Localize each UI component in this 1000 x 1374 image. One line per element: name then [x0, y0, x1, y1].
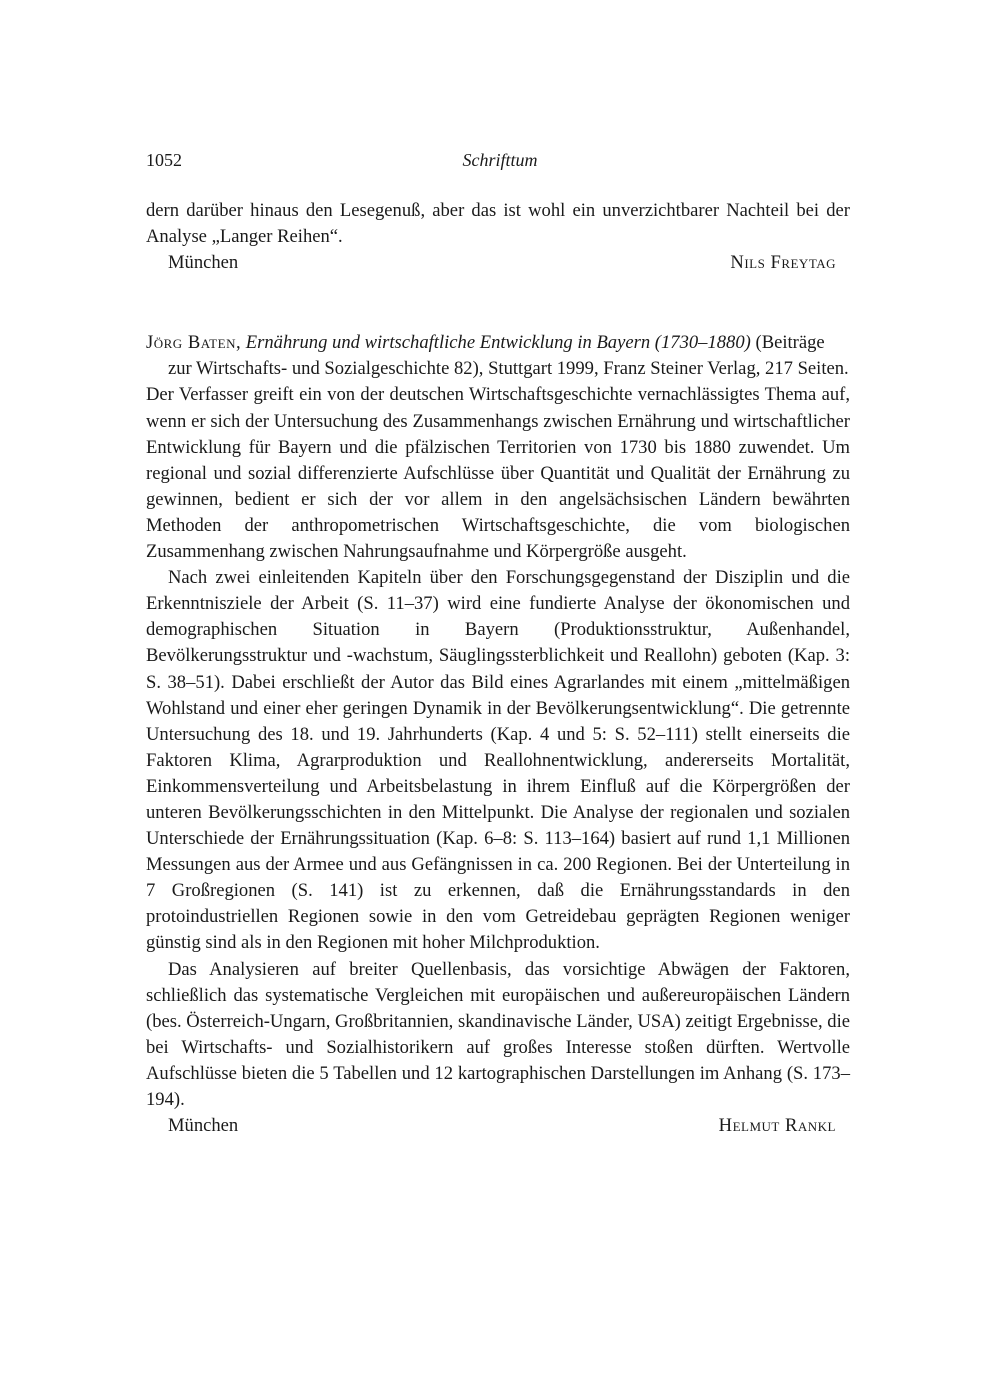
citation-title: Ernährung und wirtschaftliche Entwicklung in Bayern (1730–1880): [245, 332, 751, 354]
review-paragraph: Das Analysieren auf breiter Quellenbasis, das vorsichtige Abwägen der Faktoren, schließlich das systematische Vergleichen mit europäischen und außereuropäischen Ländern (bes. Österreich-Ungarn, Großbritannien, skandinavische Länder, USA) zeitigt Ergebnisse, die bei Wirtschafts- und Sozialhistorikern auf großes Interesse stoßen dürften. Wertvolle Aufschlüsse bieten die 5 Tabellen und 12 kartographischen Darstellungen im Anhang (S. 173–194).: [146, 958, 850, 1110]
review-paragraph: Der Verfasser greift ein von der deutschen Wirtschaftsgeschichte vernachlässigtes Thema auf, wenn er sich der Untersuchung des Zusammenhangs zwischen Ernährung und wirtschaftlicher Entwicklung für Bayern und die pfälzischen Territorien von 1730 bis 1880 zuwendet. Um regional und sozial differenzierte Aufschlüsse über Quantität und Qualität der Ernährung zu gewinnen, bedient er sich der vor allem in den angelsächsischen Ländern bewährten Methoden der anthropometrischen Wirtschaftsgeschichte, die vom biologischen Zusammenhang zwischen Nahrungsaufnahme und Körpergröße ausgeht.: [146, 384, 850, 563]
review-signoff: [146, 250, 850, 276]
signoff-place: München: [168, 252, 239, 274]
signoff-author: Nils Freytag: [730, 252, 836, 274]
citation-details: (Beiträge zur Wirtschafts- und Sozialgeschichte 82), Stuttgart 1999, Franz Steiner Verlag, 217 Seiten.: [168, 332, 849, 380]
page-number: 1052: [146, 150, 182, 170]
review-paragraph: Nach zwei einleitenden Kapiteln über den Forschungsgegenstand der Disziplin und die Erkenntnisziele der Arbeit (S. 11–37) wird eine fundierte Analyse der ökonomischen und demographischen Situation in Bayern (Produktionsstruktur, Außenhandel, Bevölkerungsstruktur und -wachstum, Säuglingssterblichkeit und Reallohn) geboten (Kap. 3: S. 38–51). Dabei erschließt der Autor das Bild eines Agrarlandes mit einem „mittelmäßigen Wohlstand und einer eher geringen Dynamik in der Bevölkerungsentwicklung“. Die getrennte Untersuchung des 18. und 19. Jahrhunderts (Kap. 4 und 5: S. 52–111) stellt einerseits die Faktoren Klima, Agrarproduktion und Reallohnentwicklung, andererseits Mortalität, Einkommensverteilung und Arbeitsbelastung in ihrem Einfluß auf die Körpergrößen der unteren Bevölkerungsschichten in den Mittelpunkt. Die Analyse der regionalen und sozialen Unterschiede der Ernährungssituation (Kap. 6–8: S. 113–164) basiert auf rund 1,1 Millionen Messungen aus der Armee und aus Gefängnissen in ca. 200 Regionen. Bei der Unterteilung in 7 Großregionen (S. 141) ist zu erkennen, daß die Ernährungsstandards in den protoindustriellen Regionen sowie in den vom Getreidebau geprägten Regionen weniger günstig sind als in den Regionen mit hoher Milchproduktion.: [146, 567, 850, 954]
review-continuation-text: dern darüber hinaus den Lesegenuß, aber das ist wohl ein unverzichtbarer Nachteil bei der Analyse „Langer Reihen“.: [146, 200, 850, 248]
review-signoff: [146, 1113, 850, 1139]
running-head: Schrifttum: [462, 150, 538, 170]
page-content: [146, 198, 850, 1139]
signoff-author: Helmut Rankl: [718, 1115, 836, 1137]
review-citation: [146, 330, 850, 382]
citation-author: Jörg Baten,: [146, 332, 242, 354]
section-gap: [146, 276, 850, 330]
signoff-place: München: [168, 1115, 239, 1137]
